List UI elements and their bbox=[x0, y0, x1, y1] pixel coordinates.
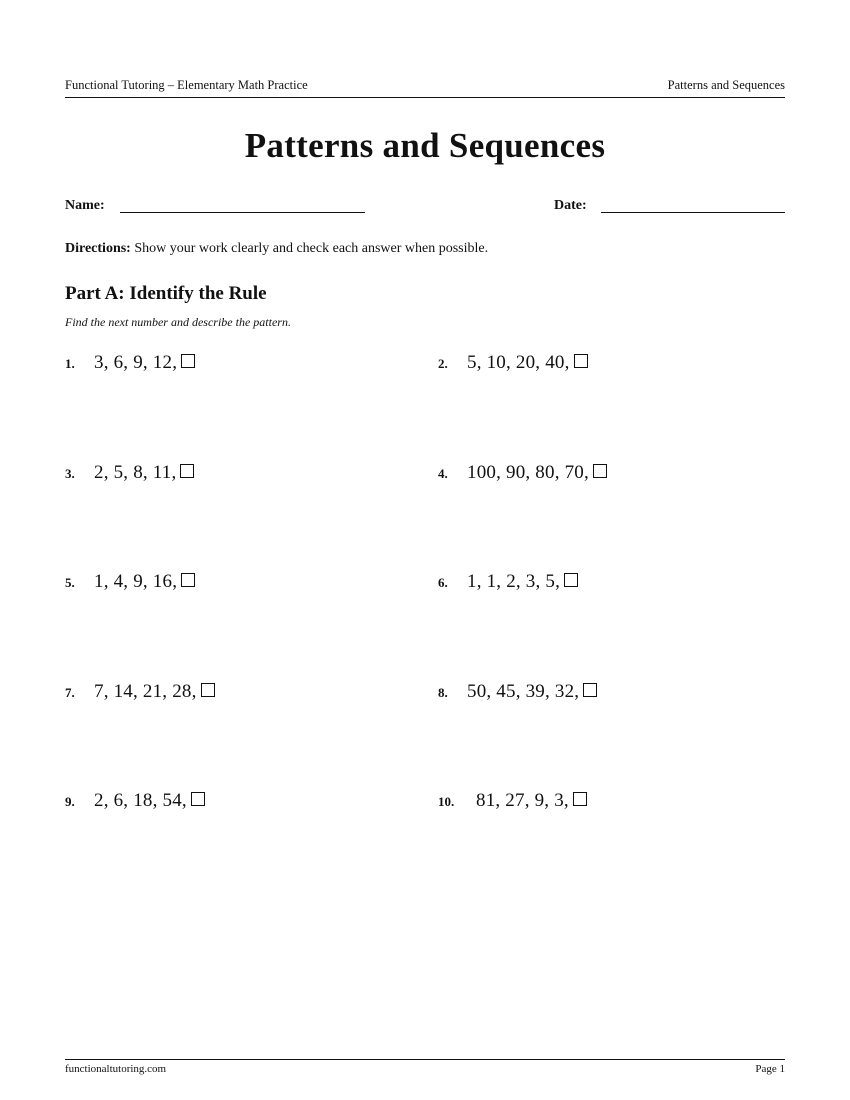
problem-8 bbox=[438, 681, 597, 705]
answer-box[interactable] bbox=[181, 573, 195, 587]
problem-number: 6. bbox=[438, 575, 448, 590]
problem-sequence: 50, 45, 39, 32, bbox=[467, 681, 580, 702]
problem-2 bbox=[438, 352, 588, 376]
answer-box[interactable] bbox=[191, 792, 205, 806]
problem-3 bbox=[65, 462, 194, 486]
problem-sequence: 1, 1, 2, 3, 5, bbox=[467, 571, 561, 592]
running-header bbox=[65, 78, 785, 98]
running-footer bbox=[65, 1059, 785, 1075]
worksheet-page bbox=[65, 0, 785, 1100]
directions-text: Show your work clearly and check each answer when possible. bbox=[130, 241, 489, 256]
header-topic: Patterns and Sequences bbox=[667, 78, 785, 92]
answer-box[interactable] bbox=[573, 792, 587, 806]
problem-sequence: 5, 10, 20, 40, bbox=[467, 352, 570, 373]
problem-number: 10. bbox=[438, 794, 455, 809]
problem-5 bbox=[65, 571, 195, 595]
problem-number: 5. bbox=[65, 575, 75, 590]
directions bbox=[65, 241, 488, 257]
answer-box[interactable] bbox=[583, 683, 597, 697]
name-date-row bbox=[65, 198, 785, 218]
date-field[interactable] bbox=[601, 212, 785, 213]
name-field[interactable] bbox=[120, 212, 365, 213]
problem-number: 8. bbox=[438, 685, 448, 700]
problem-number: 4. bbox=[438, 466, 448, 481]
problem-1 bbox=[65, 352, 195, 376]
problem-number: 2. bbox=[438, 356, 448, 371]
problem-number: 3. bbox=[65, 466, 75, 481]
answer-box[interactable] bbox=[574, 354, 588, 368]
answer-box[interactable] bbox=[593, 464, 607, 478]
footer-page-number: Page 1 bbox=[755, 1063, 785, 1075]
problem-6 bbox=[438, 571, 578, 595]
footer-website: functionaltutoring.com bbox=[65, 1063, 167, 1075]
problem-sequence: 100, 90, 80, 70, bbox=[467, 462, 589, 483]
problem-sequence: 7, 14, 21, 28, bbox=[94, 681, 197, 702]
header-course-title: Functional Tutoring – Elementary Math Practice bbox=[65, 78, 308, 92]
page-title: Patterns and Sequences bbox=[244, 126, 606, 165]
problem-sequence: 2, 5, 8, 11, bbox=[94, 462, 177, 483]
problem-7 bbox=[65, 681, 215, 705]
problem-number: 1. bbox=[65, 356, 75, 371]
answer-box[interactable] bbox=[201, 683, 215, 697]
date-label: Date: bbox=[554, 198, 587, 213]
problem-sequence: 1, 4, 9, 16, bbox=[94, 571, 178, 592]
answer-box[interactable] bbox=[181, 354, 195, 368]
directions-label: Directions: bbox=[65, 241, 131, 256]
problem-10 bbox=[438, 790, 587, 814]
part-a-title: Part A: Identify the Rule bbox=[65, 283, 267, 304]
part-a-instructions: Find the next number and describe the pattern. bbox=[65, 315, 291, 329]
problem-9 bbox=[65, 790, 205, 814]
problem-sequence: 3, 6, 9, 12, bbox=[94, 352, 178, 373]
answer-box[interactable] bbox=[180, 464, 194, 478]
problem-sequence: 81, 27, 9, 3, bbox=[476, 790, 569, 811]
problem-number: 9. bbox=[65, 794, 75, 809]
problem-number: 7. bbox=[65, 685, 75, 700]
problem-4 bbox=[438, 462, 607, 486]
problem-sequence: 2, 6, 18, 54, bbox=[94, 790, 187, 811]
answer-box[interactable] bbox=[564, 573, 578, 587]
name-label: Name: bbox=[65, 198, 105, 213]
